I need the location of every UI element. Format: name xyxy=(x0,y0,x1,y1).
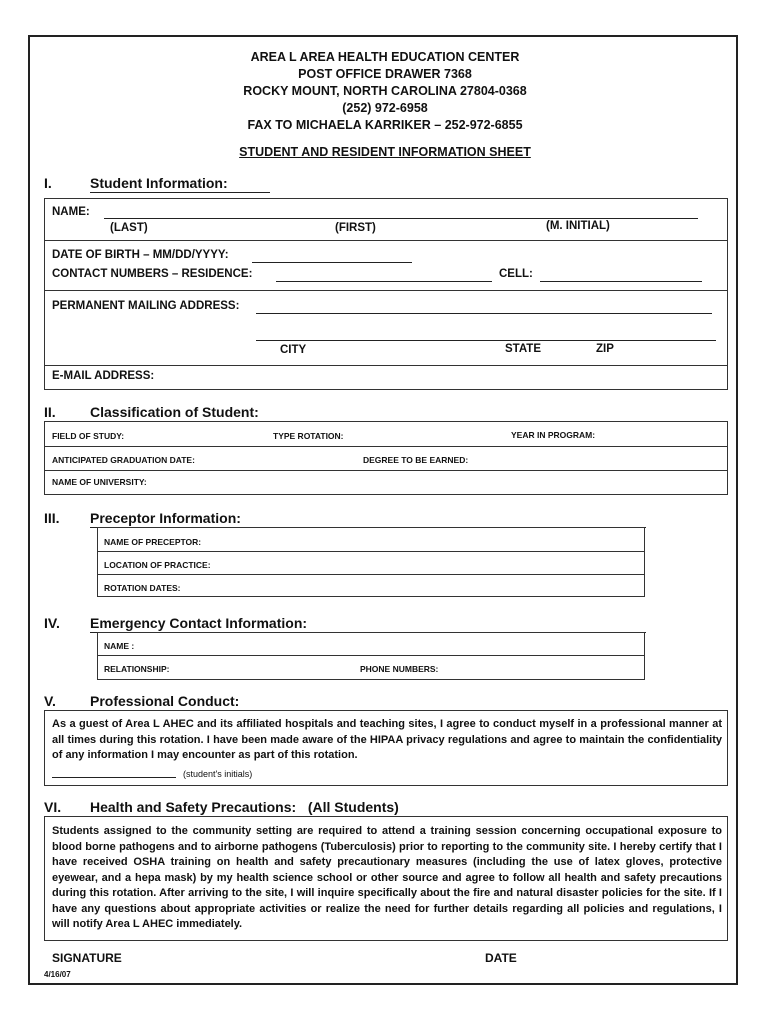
degree-label: DEGREE TO BE EARNED: xyxy=(363,455,469,465)
dob-label: DATE OF BIRTH – MM/DD/YYYY: xyxy=(52,249,229,261)
section-2-number: II. xyxy=(44,404,56,420)
cell-field[interactable] xyxy=(540,281,702,282)
preceptor-name-label: NAME OF PRECEPTOR: xyxy=(104,537,202,547)
university-label: NAME OF UNIVERSITY: xyxy=(52,477,147,487)
org-address-1: POST OFFICE DRAWER 7368 xyxy=(298,67,472,81)
divider xyxy=(97,574,645,575)
divider xyxy=(44,470,728,471)
city-caption: CITY xyxy=(280,344,307,356)
date-label: DATE xyxy=(485,951,517,965)
type-rotation-label: TYPE ROTATION: xyxy=(273,431,344,441)
student-initials-caption: (student's initials) xyxy=(183,769,253,779)
name-field[interactable] xyxy=(104,218,698,219)
section-6-number: VI. xyxy=(44,799,62,815)
divider xyxy=(44,446,728,447)
residence-phone-field[interactable] xyxy=(276,281,492,282)
state-caption: STATE xyxy=(505,343,541,355)
field-of-study-label: FIELD OF STUDY: xyxy=(52,431,125,441)
first-name-caption: (FIRST) xyxy=(335,222,376,234)
form-title: STUDENT AND RESIDENT INFORMATION SHEET xyxy=(239,145,531,159)
graduation-date-label: ANTICIPATED GRADUATION DATE: xyxy=(52,455,195,465)
divider xyxy=(97,551,645,552)
section-5-number: V. xyxy=(44,693,56,709)
section-5-title: Professional Conduct: xyxy=(90,693,240,709)
dob-field[interactable] xyxy=(252,262,412,263)
mailing-address-field[interactable] xyxy=(256,313,712,314)
mailing-address-field-2[interactable] xyxy=(256,340,716,341)
emergency-name-label: NAME : xyxy=(104,641,135,651)
last-name-caption: (LAST) xyxy=(110,222,148,234)
middle-initial-caption: (M. INITIAL) xyxy=(546,220,610,232)
section-6-title: Health and Safety Precautions: (All Students) xyxy=(90,799,399,815)
mailing-address-label: PERMANENT MAILING ADDRESS: xyxy=(52,300,240,312)
rotation-dates-label: ROTATION DATES: xyxy=(104,583,181,593)
divider xyxy=(44,365,728,366)
name-label: NAME: xyxy=(52,206,90,218)
divider xyxy=(44,290,728,291)
signature-label: SIGNATURE xyxy=(52,951,122,965)
professional-conduct-text: As a guest of Area L AHEC and its affiliated hospitals and teaching sites, I agree to conduct myself in a professional manner at all times during this rotation. I have been made aware of the HIPAA privacy regulations and agree to maintain the confidentiality of any information I may encounter as part of this rotation. xyxy=(52,718,722,761)
org-phone: (252) 972-6958 xyxy=(342,101,428,115)
email-label: E-MAIL ADDRESS: xyxy=(52,370,155,382)
section-1-underline xyxy=(90,192,270,193)
section-2-title: Classification of Student: xyxy=(90,404,259,420)
phone-numbers-label: PHONE NUMBERS: xyxy=(360,664,439,674)
org-address-2: ROCKY MOUNT, NORTH CAROLINA 27804-0368 xyxy=(243,84,527,98)
residence-phone-label: CONTACT NUMBERS – RESIDENCE: xyxy=(52,268,253,280)
section-3-title: Preceptor Information: xyxy=(90,510,241,526)
divider xyxy=(97,655,645,656)
divider xyxy=(44,240,728,241)
student-initials-field[interactable] xyxy=(52,777,176,778)
practice-location-label: LOCATION OF PRACTICE: xyxy=(104,560,211,570)
org-name: AREA L AREA HEALTH EDUCATION CENTER xyxy=(250,50,520,64)
year-in-program-label: YEAR IN PROGRAM: xyxy=(511,430,596,440)
section-1-number: I. xyxy=(44,175,52,191)
zip-caption: ZIP xyxy=(596,343,614,355)
section-3-number: III. xyxy=(44,510,60,526)
section-1-title: Student Information: xyxy=(90,175,228,191)
relationship-label: RELATIONSHIP: xyxy=(104,664,170,674)
org-fax: FAX TO MICHAELA KARRIKER – 252-972-6855 xyxy=(247,118,523,132)
cell-label: CELL: xyxy=(499,268,533,280)
section-4-title: Emergency Contact Information: xyxy=(90,615,308,631)
health-safety-text: Students assigned to the community setting are required to attend a training session concerning occupational exposure to blood borne pathogens and to airborne pathogens (Tuberculosis) prior to reporting to the community site. I hereby certify that I have received OSHA training on health and safety precautionary measures (including the use of latex gloves, protective eyewear, and a hepa mask) by my health science school or other source and agree to follow all health and safety precautions during this rotation. After arriving to the site, I will inquire specifically about the fire and natural disaster policies for the site. If I have any questions about appropriate activities or realize the need for further details regarding all policies and regulations, I will notify Area L AHEC immediately. xyxy=(52,825,722,930)
section-4-number: IV. xyxy=(44,615,60,631)
revision-date: 4/16/07 xyxy=(44,970,71,979)
